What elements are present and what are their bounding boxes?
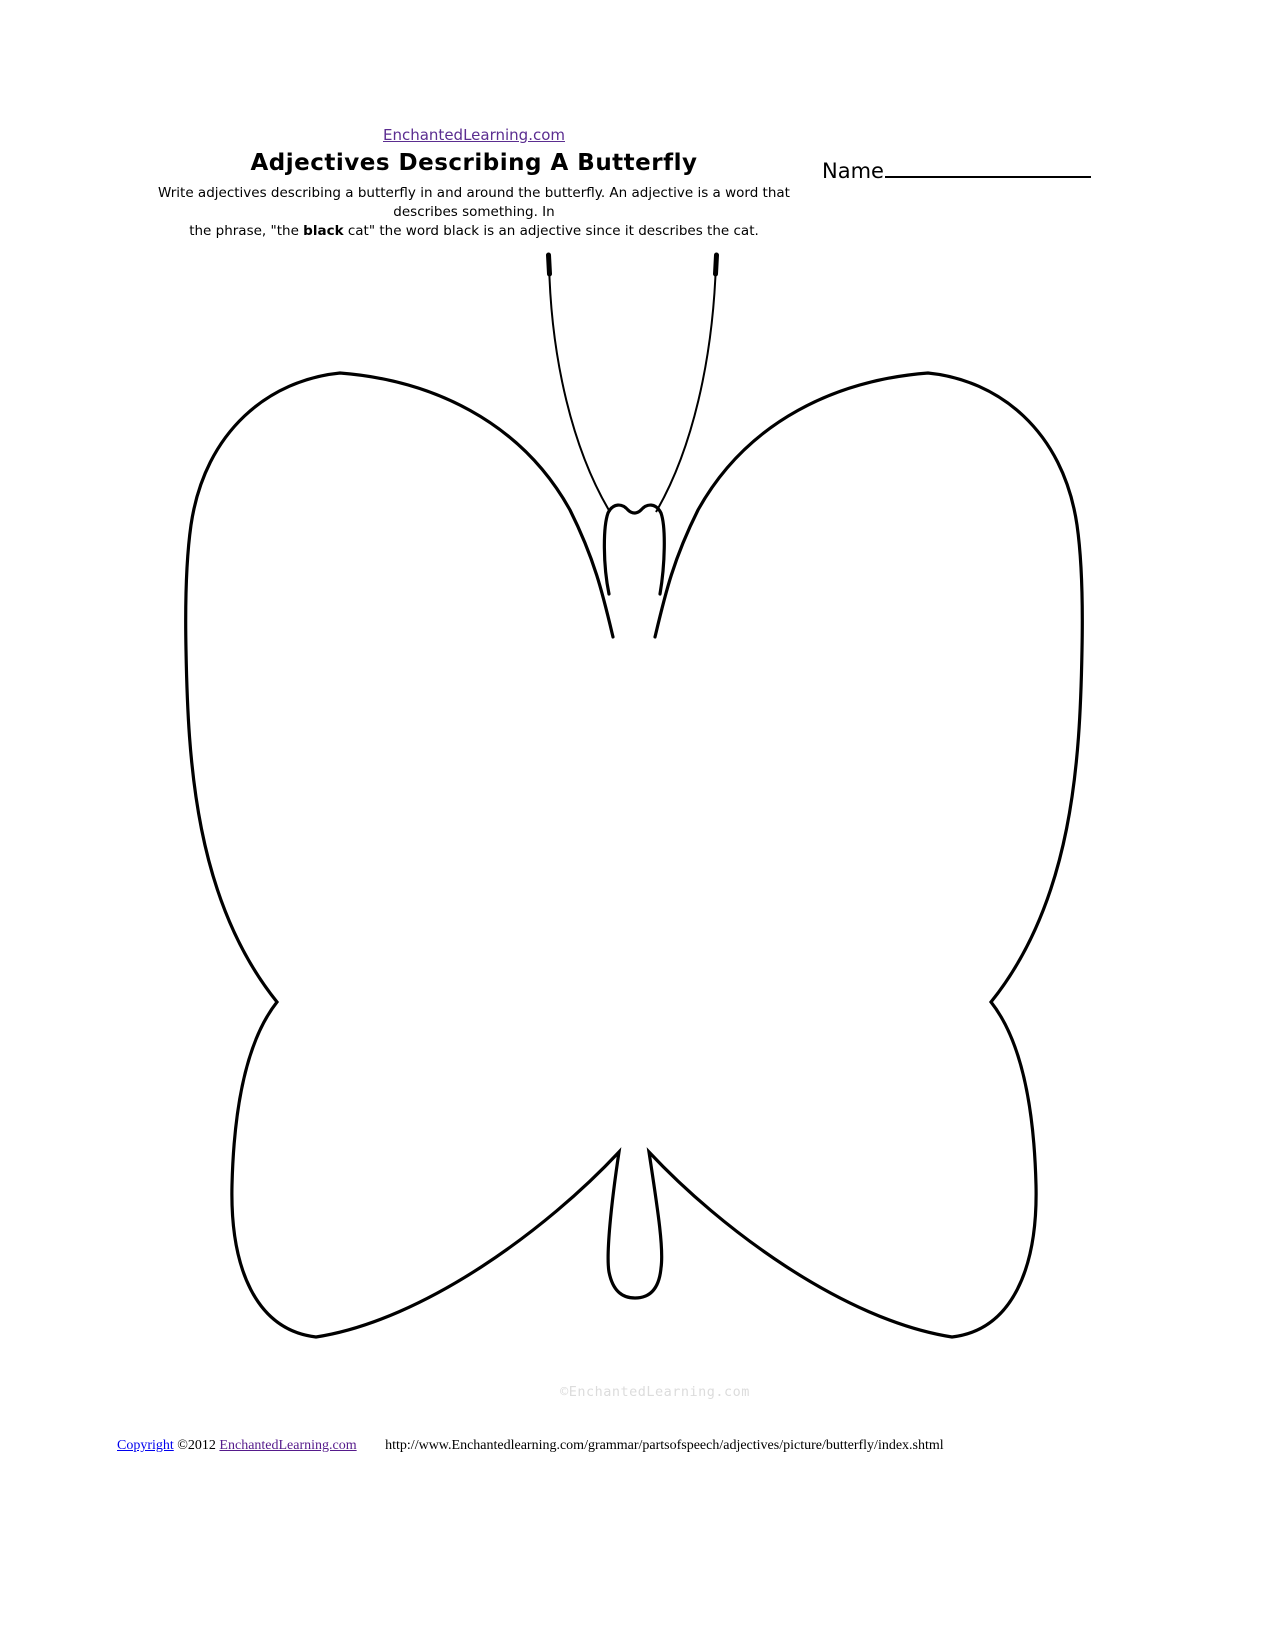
watermark-text: ©EnchantedLearning.com	[560, 1384, 750, 1400]
footer-url: http://www.Enchantedlearning.com/grammar/partsofspeech/adjectives/picture/butterfly/index.shtml	[385, 1438, 944, 1453]
butterfly-antenna-right	[656, 262, 716, 512]
name-blank-line	[885, 158, 1091, 178]
site-link[interactable]: EnchantedLearning.com	[383, 126, 565, 144]
butterfly-outline-svg	[150, 245, 1110, 1355]
footer-site-link[interactable]: EnchantedLearning.com	[219, 1438, 357, 1453]
page-title: Adjectives Describing A Butterfly	[250, 150, 698, 176]
instructions-line-1: Write adjectives describing a butterfly in and around the butterfly. An adjective is a word that describes something. In	[158, 185, 790, 220]
instructions-line-2-pre: the phrase, "the	[189, 223, 304, 239]
name-field	[822, 158, 1091, 183]
copyright-year: ©2012	[177, 1438, 216, 1453]
instructions	[131, 184, 817, 241]
instructions-line-2	[131, 222, 817, 241]
copyright-link[interactable]: Copyright	[117, 1438, 174, 1453]
instructions-line-2-post: cat" the word black is an adjective since it describes the cat.	[343, 223, 759, 239]
instructions-line-2-bold-word: black	[303, 223, 344, 239]
name-label: Name	[822, 159, 884, 183]
butterfly-antenna-right-tip	[716, 255, 717, 274]
butterfly-head-path	[604, 505, 664, 594]
butterfly-antenna-left	[549, 262, 610, 512]
butterfly-antenna-left-tip	[549, 255, 550, 274]
footer	[117, 1438, 1217, 1454]
butterfly-outline-drawing	[150, 245, 1110, 1355]
